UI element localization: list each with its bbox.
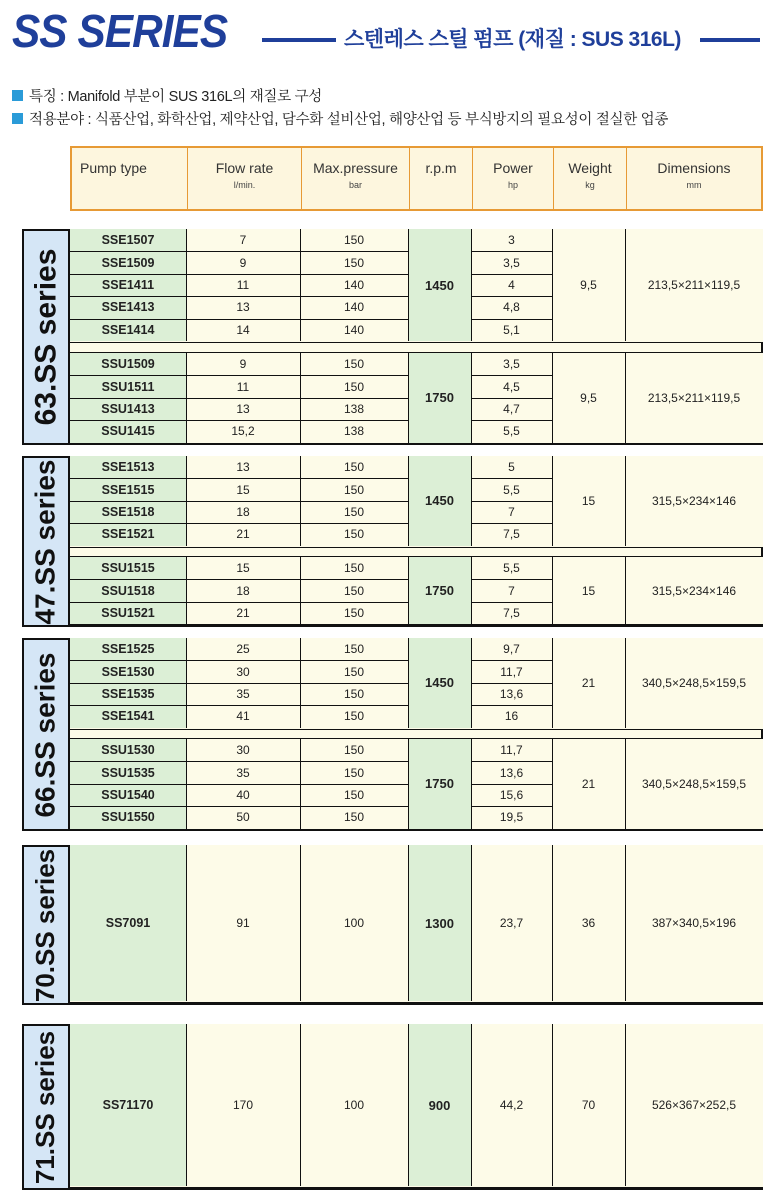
pump-model: SSE1521 [101, 527, 155, 542]
power-value: 44,2 [499, 1098, 524, 1112]
row-divider [70, 375, 408, 376]
power-value: 11,7 [500, 664, 523, 679]
power-value: 13,6 [499, 765, 524, 780]
dimensions-value: 340,5×248,5×159,5 [641, 776, 747, 791]
weight-value: 15 [581, 583, 596, 598]
flow-rate-value: 11 [236, 379, 250, 394]
series-name: 63.SS series [29, 248, 62, 426]
power-value: 11,7 [500, 743, 523, 758]
column-divider [471, 739, 472, 829]
pump-model: SSE1413 [101, 300, 155, 315]
pump-model: SSU1521 [101, 605, 155, 620]
row-divider [70, 478, 408, 479]
square-bullet-icon [12, 113, 23, 124]
power-value: 5,5 [503, 482, 520, 497]
power-value: 7 [508, 504, 515, 519]
pump-model: SSE1513 [101, 460, 155, 475]
title-rule-left [262, 38, 336, 42]
pump-model: SSE1541 [101, 709, 155, 724]
row-divider [471, 420, 552, 421]
max-pressure-value: 150 [343, 357, 365, 372]
column-header-max-pressure [302, 148, 410, 209]
column-divider [186, 1024, 187, 1186]
series-block [22, 1024, 763, 1190]
rpm-group [70, 229, 763, 343]
column-divider [300, 353, 301, 443]
row-divider [70, 761, 408, 762]
rpm-value: 1450 [408, 638, 471, 728]
max-pressure-value: 100 [343, 916, 365, 930]
power-value: 7,5 [503, 527, 520, 542]
column-header-label: Dimensions [657, 160, 731, 176]
pump-model: SSU1515 [101, 561, 155, 576]
column-divider [300, 1024, 301, 1186]
power-value: 7 [508, 583, 515, 598]
rpm-value: 1750 [408, 557, 471, 624]
dimensions-value: 526×367×252,5 [651, 1098, 737, 1112]
column-divider [408, 353, 409, 443]
rpm-group [70, 556, 763, 625]
series-name: 71.SS series [30, 1030, 61, 1184]
rpm-group [70, 1024, 763, 1188]
column-divider [552, 456, 553, 546]
power-value: 4 [508, 277, 515, 292]
column-header-unit: l/min. [233, 180, 256, 190]
column-header-label: r.p.m [425, 160, 457, 176]
rpm-value: 900 [408, 1024, 471, 1186]
column-header-flow-rate [188, 148, 302, 209]
feature-text: 적용분야 : 식품산업, 화학산업, 제약산업, 담수화 설비산업, 해양산업 등 부식방지의 필요성이 절실한 업종 [29, 112, 669, 128]
row-divider [70, 398, 408, 399]
max-pressure-value: 138 [343, 424, 365, 439]
flow-rate-value: 13 [236, 401, 250, 416]
column-divider [300, 638, 301, 728]
dimensions-value: 315,5×234×146 [651, 583, 737, 598]
rpm-value: 1450 [408, 229, 471, 341]
column-divider [552, 353, 553, 443]
flow-rate-value: 18 [236, 504, 250, 519]
power-value: 3,5 [503, 357, 520, 372]
weight-value: 21 [581, 675, 596, 690]
max-pressure-value: 150 [343, 379, 365, 394]
row-divider [471, 251, 552, 252]
column-divider [408, 229, 409, 341]
series-label [24, 847, 70, 1003]
flow-rate-value: 25 [236, 642, 250, 657]
feature-item [12, 84, 762, 107]
column-divider [186, 229, 187, 341]
column-divider [300, 229, 301, 341]
flow-rate-value: 11 [236, 277, 250, 292]
flow-rate-value: 7 [239, 233, 247, 248]
column-divider [186, 845, 187, 1001]
column-header-unit: mm [686, 180, 702, 190]
max-pressure-value: 150 [343, 664, 365, 679]
feature-text: 특징 : Manifold 부분이 SUS 316L의 재질로 구성 [29, 89, 322, 105]
column-divider [186, 456, 187, 546]
power-value: 23,7 [499, 916, 524, 930]
weight-value: 21 [581, 776, 596, 791]
power-value: 4,5 [503, 379, 520, 394]
row-divider [471, 579, 552, 580]
row-divider [471, 319, 552, 320]
pump-model: SSE1509 [101, 255, 155, 270]
flow-rate-value: 50 [236, 810, 250, 825]
column-divider [625, 638, 626, 728]
row-divider [471, 784, 552, 785]
weight-value: 9,5 [580, 390, 597, 405]
column-header-rpm [410, 148, 473, 209]
column-header-unit: hp [507, 180, 518, 190]
column-header-weight [554, 148, 627, 209]
feature-item [12, 107, 762, 130]
series-name: 66.SS series [30, 651, 61, 818]
pump-model: SSU1518 [101, 583, 155, 598]
max-pressure-value: 140 [343, 300, 365, 315]
column-divider [552, 1024, 553, 1186]
column-divider [625, 557, 626, 624]
column-divider [408, 557, 409, 624]
pump-model: SSE1525 [101, 642, 155, 657]
pump-model: SS71170 [102, 1098, 154, 1112]
title-rule-right [700, 38, 760, 42]
row-divider [471, 398, 552, 399]
row-divider [471, 375, 552, 376]
max-pressure-value: 150 [343, 810, 365, 825]
column-header-label: Power [493, 160, 533, 176]
column-divider [625, 456, 626, 546]
row-divider [70, 274, 408, 275]
dimensions-value: 213,5×211×119,5 [647, 278, 741, 292]
row-divider [70, 251, 408, 252]
pump-model: SSE1518 [101, 504, 155, 519]
row-divider [471, 683, 552, 684]
max-pressure-value: 150 [343, 482, 365, 497]
row-divider [70, 501, 408, 502]
series-name: 70.SS series [30, 848, 61, 1002]
rpm-value: 1750 [408, 739, 471, 829]
series-label [24, 458, 70, 625]
series-block [22, 638, 763, 831]
row-divider [471, 705, 552, 706]
column-divider [186, 353, 187, 443]
flow-rate-value: 13 [236, 460, 250, 475]
column-divider [300, 557, 301, 624]
column-divider [625, 229, 626, 341]
pump-model: SSU1415 [101, 424, 155, 439]
flow-rate-value: 91 [236, 916, 250, 930]
max-pressure-value: 140 [343, 277, 365, 292]
flow-rate-value: 170 [232, 1098, 254, 1112]
column-divider [186, 557, 187, 624]
column-header-label: Pump type [80, 160, 147, 176]
column-divider [471, 353, 472, 443]
flow-rate-value: 35 [236, 765, 250, 780]
row-divider [471, 523, 552, 524]
page-header [0, 0, 769, 70]
flow-rate-value: 40 [236, 787, 250, 802]
column-divider [300, 845, 301, 1001]
column-divider [408, 739, 409, 829]
rpm-value: 1750 [408, 353, 471, 443]
rpm-group [70, 638, 763, 730]
column-divider [471, 229, 472, 341]
power-value: 5 [508, 460, 515, 475]
pump-model: SSU1535 [101, 765, 155, 780]
column-divider [300, 456, 301, 546]
row-divider [70, 319, 408, 320]
max-pressure-value: 150 [343, 255, 365, 270]
power-value: 7,5 [503, 605, 520, 620]
column-header-power [473, 148, 554, 209]
rpm-value: 1450 [408, 456, 471, 546]
max-pressure-value: 150 [343, 686, 365, 701]
column-divider [625, 739, 626, 829]
max-pressure-value: 150 [343, 709, 365, 724]
pump-model: SS7091 [105, 916, 151, 930]
row-divider [471, 296, 552, 297]
column-divider [408, 638, 409, 728]
column-divider [408, 456, 409, 546]
column-divider [300, 739, 301, 829]
power-value: 16 [504, 709, 519, 724]
flow-rate-value: 14 [236, 322, 250, 337]
series-block [22, 229, 763, 445]
rpm-group [70, 845, 763, 1003]
pump-model: SSU1550 [101, 810, 155, 825]
row-divider [471, 660, 552, 661]
pump-model: SSE1535 [101, 686, 155, 701]
flow-rate-value: 30 [236, 743, 250, 758]
row-divider [70, 579, 408, 580]
pump-model: SSE1507 [101, 233, 155, 248]
flow-rate-value: 21 [236, 605, 250, 620]
max-pressure-value: 150 [343, 642, 365, 657]
column-divider [471, 638, 472, 728]
row-divider [70, 523, 408, 524]
column-divider [552, 739, 553, 829]
row-divider [70, 420, 408, 421]
column-header-pump-type [72, 148, 188, 209]
weight-value: 36 [581, 916, 596, 930]
column-divider [471, 456, 472, 546]
dimensions-value: 340,5×248,5×159,5 [641, 675, 747, 690]
pump-model: SSU1511 [101, 379, 155, 394]
row-divider [70, 683, 408, 684]
flow-rate-value: 18 [236, 583, 250, 598]
row-divider [471, 478, 552, 479]
max-pressure-value: 150 [343, 233, 365, 248]
series-label [24, 1026, 70, 1188]
power-value: 13,6 [499, 686, 524, 701]
row-divider [70, 705, 408, 706]
pump-model: SSE1515 [101, 482, 155, 497]
power-value: 5,1 [503, 322, 520, 337]
series-block [22, 456, 763, 627]
pump-model: SSE1414 [101, 322, 155, 337]
table-header [70, 146, 763, 211]
square-bullet-icon [12, 90, 23, 101]
column-divider [552, 557, 553, 624]
column-divider [471, 557, 472, 624]
flow-rate-value: 15,2 [231, 424, 255, 439]
row-divider [471, 274, 552, 275]
flow-rate-value: 41 [236, 709, 250, 724]
max-pressure-value: 100 [343, 1098, 365, 1112]
max-pressure-value: 150 [343, 787, 365, 802]
row-divider [471, 602, 552, 603]
series-label [24, 231, 70, 443]
pump-model: SSE1411 [101, 277, 155, 292]
max-pressure-value: 150 [343, 504, 365, 519]
max-pressure-value: 150 [343, 765, 365, 780]
flow-rate-value: 15 [236, 482, 250, 497]
row-divider [471, 761, 552, 762]
column-divider [186, 739, 187, 829]
row-divider [471, 501, 552, 502]
pump-model: SSU1530 [101, 743, 155, 758]
column-divider [552, 229, 553, 341]
flow-rate-value: 13 [236, 300, 250, 315]
row-divider [70, 296, 408, 297]
pump-model: SSU1540 [101, 787, 155, 802]
column-header-dimensions [627, 148, 761, 209]
weight-value: 70 [581, 1098, 596, 1112]
pump-model: SSU1413 [101, 401, 155, 416]
series-label [24, 640, 70, 829]
column-divider [408, 845, 409, 1001]
max-pressure-value: 150 [343, 583, 365, 598]
column-divider [625, 1024, 626, 1186]
rpm-value: 1300 [408, 845, 471, 1001]
max-pressure-value: 150 [343, 460, 365, 475]
series-name: 47.SS series [30, 458, 61, 625]
flow-rate-value: 9 [239, 255, 247, 270]
page-subtitle: 스텐레스 스틸 펌프 (재질 : SUS 316L) [344, 28, 681, 51]
feature-list [12, 84, 762, 130]
row-divider [70, 660, 408, 661]
max-pressure-value: 150 [343, 605, 365, 620]
power-value: 3 [508, 233, 515, 248]
max-pressure-value: 150 [343, 743, 365, 758]
flow-rate-value: 15 [236, 561, 250, 576]
row-divider [70, 784, 408, 785]
page-title: SS SERIES [12, 5, 228, 57]
power-value: 4,8 [503, 300, 520, 315]
rpm-group [70, 352, 763, 444]
power-value: 19,5 [499, 810, 524, 825]
column-divider [552, 638, 553, 728]
flow-rate-value: 30 [236, 664, 250, 679]
series-block [22, 845, 763, 1005]
max-pressure-value: 138 [343, 401, 365, 416]
column-divider [408, 1024, 409, 1186]
row-divider [471, 806, 552, 807]
power-value: 3,5 [503, 255, 520, 270]
max-pressure-value: 150 [343, 527, 365, 542]
column-header-label: Flow rate [215, 160, 274, 176]
flow-rate-value: 9 [239, 357, 247, 372]
power-value: 4,7 [503, 401, 520, 416]
dimensions-value: 213,5×211×119,5 [647, 390, 741, 405]
flow-rate-value: 35 [236, 686, 250, 701]
column-header-label: Max.pressure [313, 160, 398, 176]
column-header-unit: bar [348, 180, 362, 190]
power-value: 15,6 [499, 787, 524, 802]
column-divider [625, 845, 626, 1001]
column-divider [471, 845, 472, 1001]
column-header-unit: kg [585, 180, 595, 190]
max-pressure-value: 140 [343, 322, 365, 337]
column-divider [186, 638, 187, 728]
power-value: 5,5 [503, 561, 520, 576]
power-value: 5,5 [503, 424, 520, 439]
weight-value: 15 [581, 493, 596, 508]
power-value: 9,7 [503, 642, 520, 657]
flow-rate-value: 21 [236, 527, 250, 542]
rpm-group [70, 738, 763, 830]
max-pressure-value: 150 [343, 561, 365, 576]
rpm-group [70, 456, 763, 548]
column-header-label: Weight [568, 160, 612, 176]
row-divider [70, 602, 408, 603]
pump-model: SSE1530 [101, 664, 155, 679]
row-divider [70, 806, 408, 807]
weight-value: 9,5 [580, 278, 597, 292]
pump-model: SSU1509 [101, 357, 155, 372]
column-divider [625, 353, 626, 443]
dimensions-value: 315,5×234×146 [651, 493, 737, 508]
column-divider [471, 1024, 472, 1186]
column-divider [552, 845, 553, 1001]
dimensions-value: 387×340,5×196 [651, 916, 737, 930]
